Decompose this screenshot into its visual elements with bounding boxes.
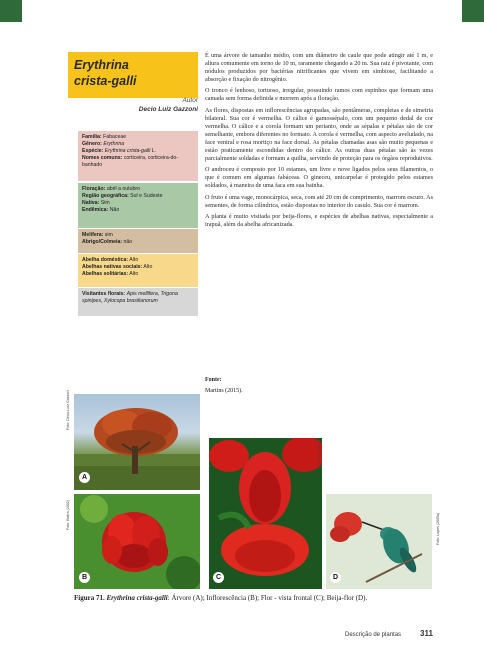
figure-letter: C — [213, 572, 224, 583]
body-paragraph: O tronco é lenhoso, tortuoso, irregular, possuindo ramos com espinhos que formam uma camada sem forma definida e morrem após a floração. — [205, 87, 433, 103]
info-value: Sim — [100, 200, 110, 207]
tree-illustration — [74, 394, 200, 490]
info-key: Gênero: — [82, 141, 102, 148]
info-row — [82, 271, 194, 278]
photo-credit-c: Foto: FAU (2009) — [318, 442, 322, 470]
info-row — [82, 207, 194, 214]
info-key: Nomes comuns: — [82, 155, 123, 162]
info-value: Sul e Sudeste — [130, 193, 163, 200]
source-label: Fonte: — [205, 377, 222, 383]
figure-c-flower-photo — [209, 438, 322, 589]
info-key: Floração: — [82, 186, 106, 192]
info-key: Abrigo/Colmeia: — [82, 239, 123, 246]
caption-text: : Árvore (A); Inflorescência (B); Flor - vista frontal (C); Beija-flor (D). — [167, 594, 368, 602]
info-key: Abelhas solitárias: — [82, 271, 129, 278]
info-row — [82, 232, 194, 239]
info-value: corticeira, corticeira-do-banhado — [82, 155, 179, 169]
info-row — [82, 148, 194, 155]
body-paragraph: A planta é muito visitada por beija-flores, e espécies de abelhas nativas, especialmente a irapuã, além da abelha africanizada. — [205, 212, 433, 228]
info-value: Erythrina — [103, 141, 125, 148]
info-value: Alto — [129, 257, 139, 263]
corner-accent-left — [0, 0, 22, 22]
info-value: sim — [104, 232, 113, 238]
figure-d-hummingbird-photo — [326, 494, 432, 589]
info-row — [82, 239, 194, 246]
info-row — [82, 291, 194, 305]
info-row — [82, 200, 194, 207]
figure-a-tree-photo — [74, 394, 200, 490]
info-row — [82, 193, 194, 200]
info-value: Fabaceae — [103, 134, 127, 140]
info-panel-taxonomy — [78, 131, 198, 181]
info-key: Família: — [82, 134, 102, 140]
info-value: Erythrina crista-galli L. — [104, 148, 157, 155]
info-key: Espécie: — [82, 148, 104, 155]
info-key: Região geográfica: — [82, 193, 129, 200]
species-title — [74, 57, 192, 89]
info-value: abril a outubro — [106, 186, 140, 192]
info-row — [82, 186, 194, 193]
species-title-line1: Erythrina — [74, 58, 129, 72]
figure-letter: B — [79, 572, 90, 583]
info-key: Melífera: — [82, 232, 104, 238]
info-value: não — [123, 239, 133, 246]
hummingbird-illustration — [326, 494, 432, 589]
species-title-card — [68, 52, 198, 98]
info-panel-flowering — [78, 183, 198, 228]
info-key: Abelhas nativas sociais: — [82, 264, 143, 271]
info-row — [82, 264, 194, 271]
body-text — [205, 52, 433, 232]
body-paragraph: É uma árvore de tamanho médio, com um diâmetro de caule que pode atingir até 1 m, e altura comumente em torno de 10 m, raramente chegando a 20 m. Sua raiz é pivotante, com nódulos produzidos por bactérias nitrificantes que vivem em simbiose, facilitando a absorção e fixação do nitrogênio. — [205, 52, 433, 84]
info-key: Endêmica: — [82, 207, 109, 214]
inflorescence-illustration — [74, 494, 200, 589]
info-value: Apis mellifera, Trigona spinipes, Xylocopa brasilianorum — [82, 291, 178, 305]
photo-credit-b: Foto: Biafra (2002) — [66, 500, 70, 530]
info-row — [82, 134, 194, 141]
info-panel-melifera — [78, 229, 198, 253]
author-name: Decio Luiz Gazzoni — [138, 106, 198, 113]
footer-section: Descrição de plantas — [345, 632, 402, 638]
species-title-line2: crista-galli — [74, 74, 137, 88]
info-value: Alto — [129, 271, 139, 278]
info-key: Visitantes florais: — [82, 291, 126, 297]
figure-caption — [74, 594, 436, 603]
info-key: Abelha doméstica: — [82, 257, 129, 263]
photo-credit-a: Foto: Décio Luiz Gazzoni — [66, 389, 70, 430]
author-label: Autor — [182, 97, 198, 104]
page-number: 311 — [420, 629, 433, 638]
caption-species: Erythrina crista-galli — [106, 594, 168, 602]
info-panel-visitors — [78, 288, 198, 316]
info-panel-bees — [78, 254, 198, 287]
body-paragraph: O fruto é uma vage, monocárpica, seca, com até 20 cm de comprimento, marrom escuro. As sementes, de forma cilíndrica, estão dispostas no interior do casulo. Sua cor é marrom. — [205, 193, 433, 209]
info-key: Nativa: — [82, 200, 100, 207]
info-row — [82, 257, 194, 264]
corner-accent-right — [462, 0, 484, 22]
source-value: Martins (2015). — [205, 388, 243, 394]
info-row — [82, 155, 194, 169]
info-value: Não — [109, 207, 120, 214]
photo-credit-d: Foto: Lopes (2005a) — [436, 512, 440, 545]
figure-letter: D — [330, 572, 341, 583]
figure-letter: A — [79, 472, 90, 483]
body-paragraph: O androceu é composto por 10 estames, um livre e nove ligados pelos seus filamentos, o que é comum em algumas fabáceas. O gineceu, unicarpelar é protegido pelos estames soldados, à maneira de uma faca em sua bainha. — [205, 166, 433, 190]
info-value: Alto — [143, 264, 153, 271]
figure-b-inflorescence-photo — [74, 494, 200, 589]
flower-illustration — [209, 438, 322, 589]
caption-prefix: Figura 71. — [74, 594, 105, 602]
info-row — [82, 141, 194, 148]
body-paragraph: As flores, dispostas em inflorescências agrupadas, são pentâmeras, completas e de simetria bilateral. Sua cor é vermelha. O cálice é gamossépalo, com um pequeno dedal de cor vermelha. O cálice e a corola formam um perianto, onde as sépalas e pétalas são de cor semelhante, embora diferentes no formato. A corola é vermelha, com aspecto aveludado, na face ventral e rosa mortiço na face dorsal. As pétalas chamadas asas são muito pequenas e estão praticamente escondidas dentro do cálice. As outras duas pétalas são às vezes parcialmente soldadas e formam a quilha, servindo de proteção para os órgãos reprodutivos. — [205, 106, 433, 163]
